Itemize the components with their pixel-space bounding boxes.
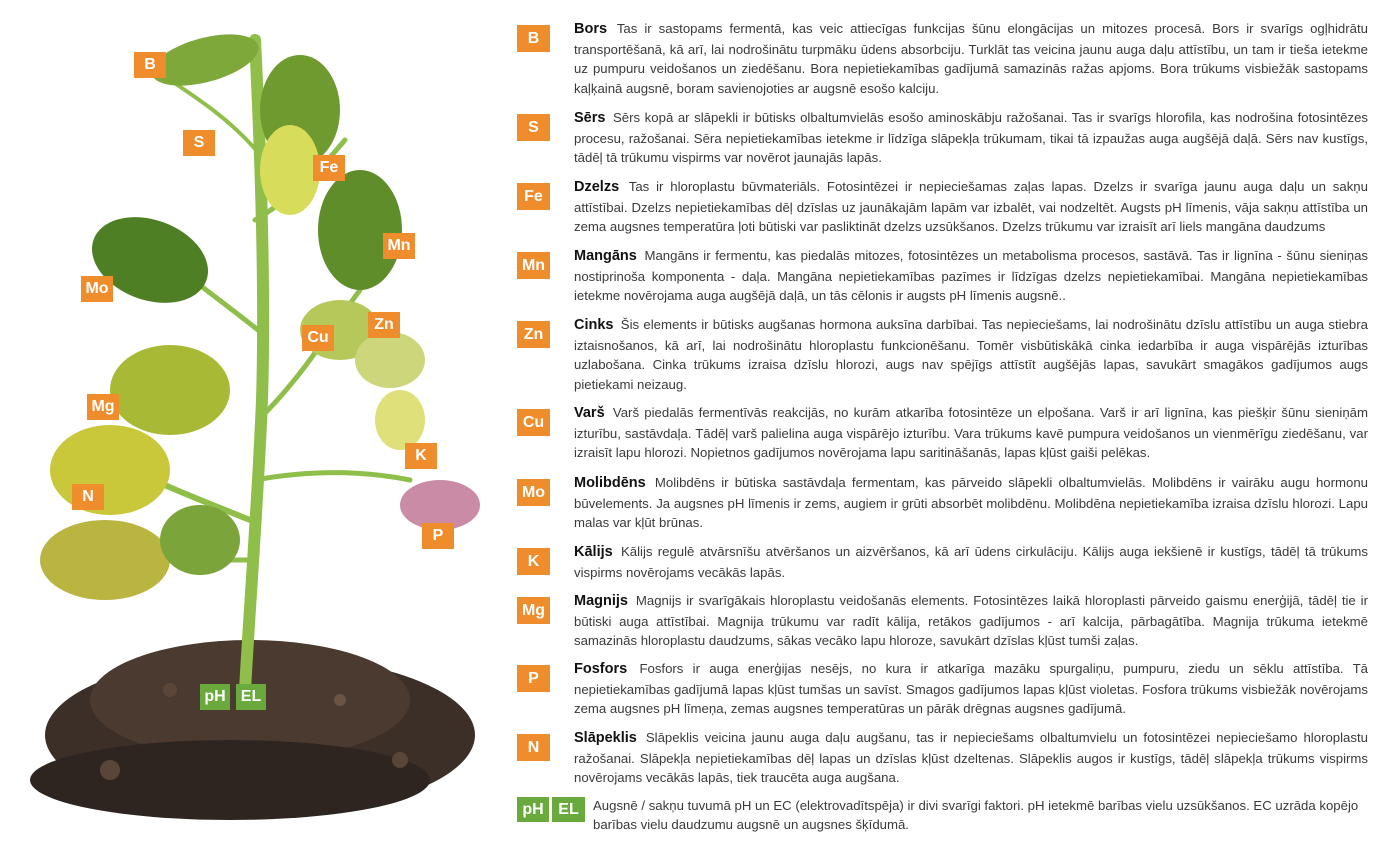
nutrient-text — [574, 659, 1368, 719]
nutrient-title: Sērs — [574, 110, 606, 126]
nutrient-body: Slāpeklis veicina jaunu auga daļu augšanu, tas ir nepieciešams olbaltumvielu un fotosintēzei nepieciešamo hloroplastu ražošanai. Slāpekļa nepietiekamības dēļ lapas un dzīslas kļūst dzeltenas. Slāpeklis augos ir kustīgs, tādēļ slāpekļa trūkums vispirms novērojams vecākās lapās, tiek traucēta auga augšana. — [574, 730, 1368, 785]
plant-label-mo: Mo — [81, 276, 113, 302]
nutrient-text — [574, 246, 1368, 306]
nutrient-text — [574, 177, 1368, 237]
nutrient-body: Molibdēns ir būtiska sastāvdaļa fermentam, kas pārveido slāpekli olbaltumvielās. Molibdēns ir vairāku augu hormonu būvelements. Ja augsnes pH līmenis ir zems, augiem ir grūti absorbēt molibdēnu. Molibdēna nepietiekamība izraisa dzīslu hlorozi. Lapu malas var kļūt brūnas. — [574, 475, 1368, 530]
nutrient-body: Magnijs ir svarīgākais hloroplastu veidošanās elements. Fotosintēzes laikā hloroplasti pārveido gaismu enerģijā, tādēļ tie ir būtiski auga attīstībai. Magnija trūkumu var radīt kālija, retākos gadījumos - arī kalcija, pārbagātība. Magnija trūkuma ietekmē samazinās hloroplastu daudzums, sākas vecāko lapu hloroze, savukārt dzīslas kļūst tumši zaļas. — [574, 593, 1368, 648]
nutrient-body: Tas ir sastopams fermentā, kas veic attiecīgas funkcijas šūnu elongācijas un mitozes procesā. Bors ir svarīgs ogļhidrātu transportēšanā, kā arī, lai nodrošinātu turpmāku ūdens absorbciju. Turklāt tas veicina jaunu auga daļu attīstību, un tam ir tieša ietekme uz pumpuru veidošanos un ziedēšanu. Bora nepietiekamības gadījumā samazinās ražas apjoms. Bora trūkums visbiežāk sastopams kaļķainā augsnē, boram savienojoties ar augsnē esošo kalciju. — [574, 21, 1368, 96]
nutrient-title: Kālijs — [574, 544, 613, 560]
nutrient-text — [574, 728, 1368, 788]
plant-label-s: S — [183, 130, 215, 156]
plant-label-b: B — [134, 52, 166, 78]
nutrient-tag: Mn — [517, 252, 550, 279]
nutrient-body: Mangāns ir fermentu, kas piedalās mitozes, fotosintēzes un metabolisma procesos, sastāvā. Tas ir lignīna - šūnu sieniņas nostiprinoša komponenta - daļa. Mangāna nepietiekamības pazīmes ir līdzīgas dzelzs nepietiekamībai. Mangāna nepietiekamības ietekme novērojama auga augšējā daļā, un tās cēlonis ir augsts pH līmenis augsnē.. — [574, 248, 1368, 303]
plant-label-fe: Fe — [313, 155, 345, 181]
nutrient-title: Dzelzs — [574, 179, 620, 195]
ph-ec-text: Augsnē / sakņu tuvumā pH un EC (elektrovadītspēja) ir divi svarīgi faktori. pH ietekmē barības vielu uzsūkšanos. EC uzrāda kopējo barības vielu daudzumu augsnē un augsnes šķīdumā. — [593, 798, 1359, 832]
nutrient-tag: N — [517, 734, 550, 761]
nutrient-tag: Fe — [517, 183, 550, 210]
nutrient-body: Tas ir hloroplastu būvmateriāls. Fotosintēzei ir nepieciešamas zaļas lapas. Dzelzs ir svarīga jaunu auga daļu un sakņu attīstībai. Dzelzs nepietiekamības dēļ dzīslas uz jaunākajām lapām var izbalēt, vai nodzeltēt. Augsts pH līmenis, vāja sakņu attīstība un zema augsnes temperatūra ļoti būtiski var pasliktināt dzelzs uzsūkšanos. Dzelzs trūkumu var izraisīt arī liels mangāna daudzums — [574, 179, 1368, 234]
nutrient-body: Fosfors ir auga enerģijas nesējs, no kura ir atkarīga mazāku spurgaliņu, pumpuru, ziedu un sēklu attīstība. Tā nepietiekamības gadījumā lapas kļūst tumšas un savīst. Smagos gadījumos lapas kļūst violetas. Fosfora trūkums visbiežāk novērojams zema augsnes pH līmeņa, zemas augsnes temperatūras un pārāk drēgnas augsnes gadījumā. — [574, 661, 1368, 716]
nutrient-title: Molibdēns — [574, 475, 646, 491]
nutrient-body: Kālijs regulē atvārsnīšu atvēršanos un aizvēršanos, kā arī ūdens cirkulāciju. Kālijs auga iekšienē ir kustīgs, tādēļ tā trūkums vispirms novērojams vecākās lapās. — [574, 544, 1368, 580]
plant-label-p: P — [422, 523, 454, 549]
nutrient-tag: B — [517, 25, 550, 52]
nutrient-text — [574, 473, 1368, 533]
nutrient-text — [574, 315, 1368, 394]
nutrient-title: Cinks — [574, 317, 614, 333]
nutrient-title: Varš — [574, 405, 605, 421]
plant-label-ph: pH — [200, 684, 230, 710]
nutrient-tag: Zn — [517, 321, 550, 348]
nutrient-body: Šis elements ir būtisks augšanas hormona auksīna darbībai. Tas nepieciešams, lai nodrošinātu dzīslu attīstību un auga stiebra iztaisnošanos, kā arī, lai nodrošinātu hloroplastu funkcionēšanu. Tomēr visbūtiskākā cinka iedarbība ir auga vispārējās izturības uzlabošana. Cinka trūkums izraisa dzīslu hlorozi, augs nav spējīgs attīstīt augšējās lapas, savukārt smagākos gadījumos augs pietiekami neizaug. — [574, 317, 1368, 392]
ph-tag: pH — [517, 797, 549, 822]
nutrient-title: Slāpeklis — [574, 730, 637, 746]
plant-label-n: N — [72, 484, 104, 510]
nutrient-tag: Cu — [517, 409, 550, 436]
plant-label-mg: Mg — [87, 394, 119, 420]
nutrient-body: Sērs kopā ar slāpekli ir būtisks olbaltumvielās esošo aminoskābju ražošanai. Tas ir svarīgs hlorofila, kas nodrošina fotosintēzes procesu, ražošanai. Sēra nepietiekamības ietekme ir līdzīga slāpekļa trūkumam, tikai tā izpaužas auga augšējā daļā. Sērs nav kustīgs, tādēļ tā trūkumu vispirms var novērot jaunajās lapās. — [574, 110, 1369, 165]
nutrient-title: Fosfors — [574, 661, 628, 677]
nutrient-text — [574, 542, 1368, 582]
plant-label-mn: Mn — [383, 233, 415, 259]
nutrient-tag: Mo — [517, 479, 550, 506]
nutrient-text — [574, 403, 1368, 463]
nutrient-body: Varš piedalās fermentīvās reakcijās, no kurām atkarība fotosintēze un elpošana. Varš ir arī lignīna, kas piešķir šūnu sieniņām izturību, sastāvdaļa. Tādēļ varš palielina auga vispārējo izturību. Vara trūkums kavē pumpura veidošanos un vienmērīgu ziedēšanu, var izraisīt lapu hlorozi. Nopietnos gadījumos novērojama lapu saritināšanās, lapas kļūst gaiši pelēkas. — [574, 405, 1368, 460]
plant-label-cu: Cu — [302, 325, 334, 351]
nutrient-tag: S — [517, 114, 550, 141]
el-tag: EL — [552, 797, 585, 822]
plant-label-k: K — [405, 443, 437, 469]
nutrient-title: Magnijs — [574, 593, 628, 609]
nutrient-text — [574, 591, 1368, 651]
nutrient-tag: P — [517, 665, 550, 692]
plant-label-el: EL — [236, 684, 266, 710]
nutrient-tag: K — [517, 548, 550, 575]
nutrient-title: Mangāns — [574, 248, 637, 264]
nutrient-text — [574, 19, 1368, 98]
nutrient-tag: Mg — [517, 597, 550, 624]
plant-label-zn: Zn — [368, 312, 400, 338]
nutrient-title: Bors — [574, 21, 608, 37]
nutrient-text — [574, 108, 1368, 168]
